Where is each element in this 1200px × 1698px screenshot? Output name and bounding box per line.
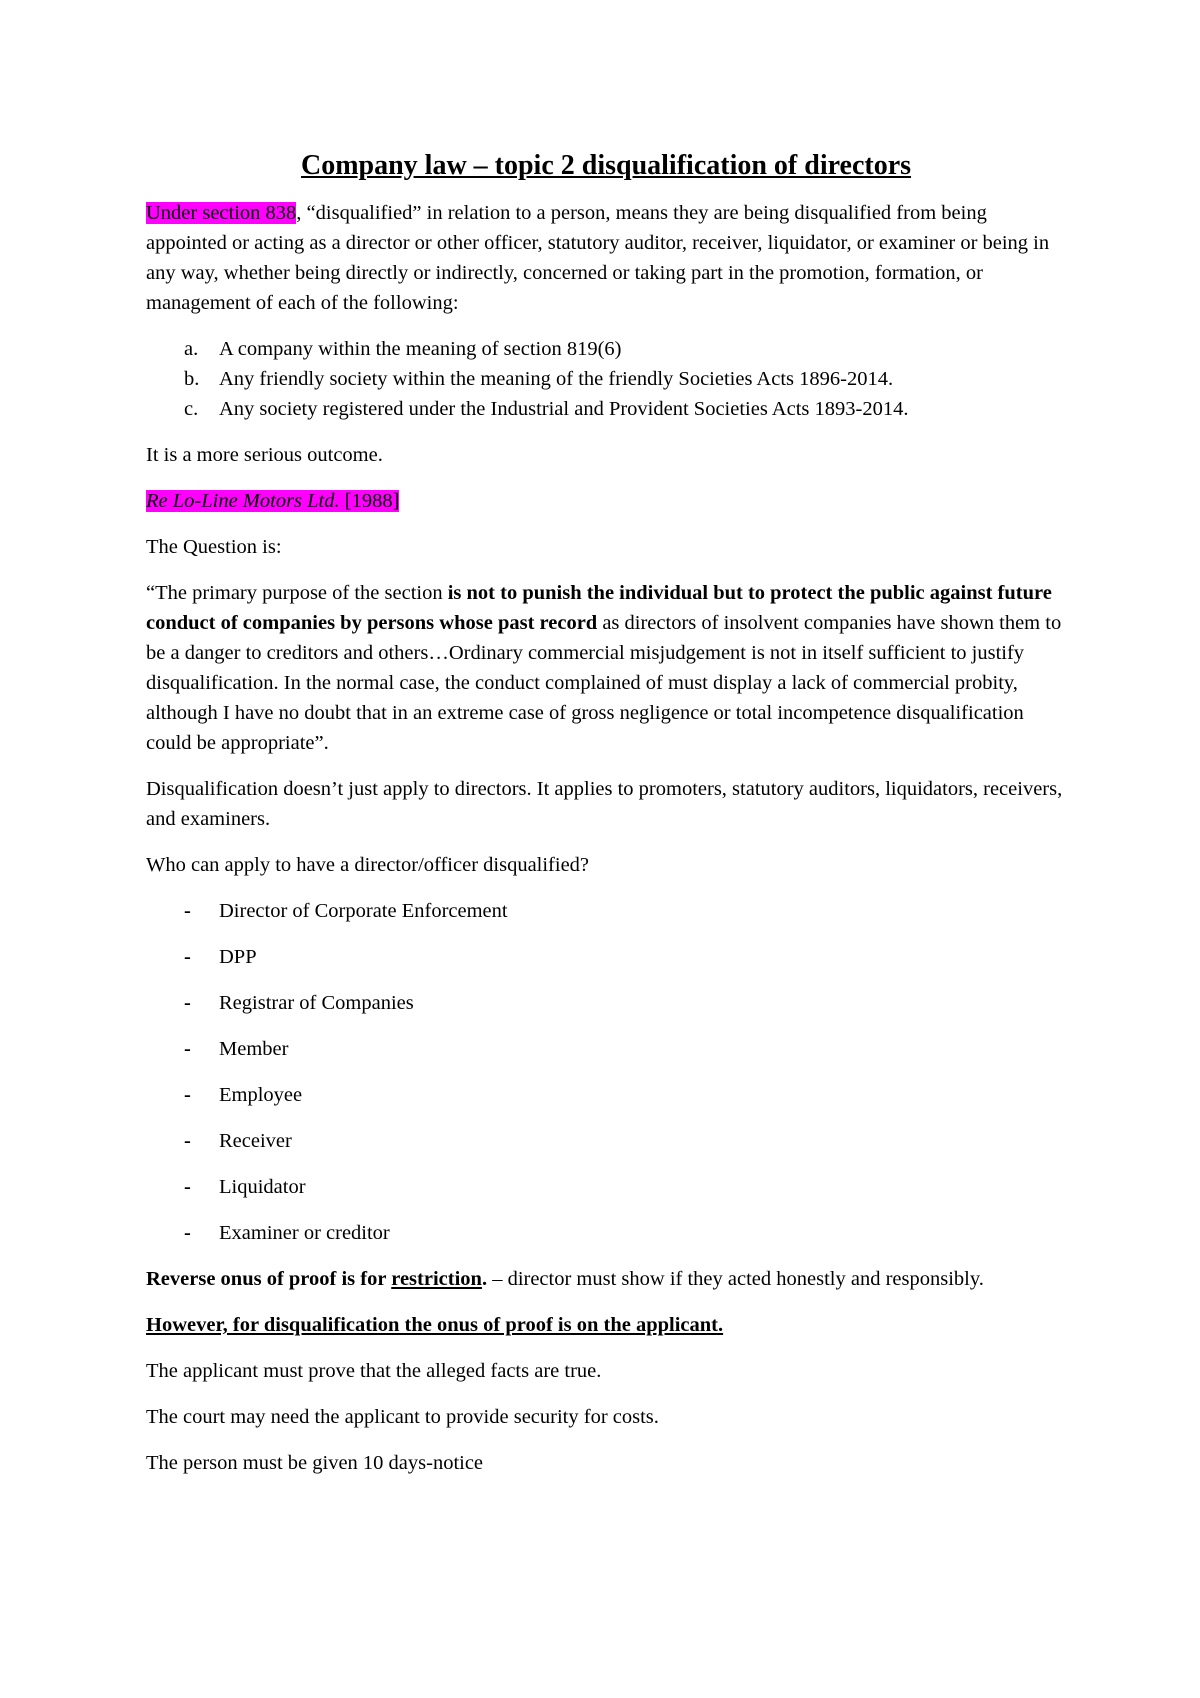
list-item-text: Any society registered under the Industrial and Provident Societies Acts 1893-2014. [219,398,909,420]
dash-bullet: - [184,992,191,1014]
dash-bullet: - [184,1038,191,1060]
case-citation [146,486,1066,516]
quote-bold: is not to punish the individual but to protect the public against future conduct of companies by persons whose past record [146,582,1052,634]
dash-bullet: - [184,900,191,922]
dash-bullet: - [184,946,191,968]
section-highlight: Under section 838 [146,202,297,224]
list-item-text: Examiner or creditor [219,1222,390,1244]
closing-line: The person must be given 10 days-notice [146,1452,484,1474]
list-marker: c. [184,398,199,420]
list-item [146,942,1066,972]
list-item [146,988,1066,1018]
reverse-onus-text: – director must show if they acted honestly and responsibly. [487,1268,984,1290]
who-can-apply-question: Who can apply to have a director/officer disqualified? [146,854,590,876]
intro-text: , “disqualified” in relation to a person, means they are being disqualified from being appointed or acting as a director or other officer, statutory auditor, receiver, liquidator, or examiner or being in any way, whether being directly or indirectly, concerned or taking part in the promotion, formation, or management of each of the following: [146,202,1050,314]
reverse-onus-dot: . [481,1268,488,1290]
dash-bullet: - [184,1176,191,1198]
list-item [146,394,1066,424]
reverse-onus-bold: Reverse onus of proof is for [146,1268,392,1290]
list-item-text: Registrar of Companies [219,992,414,1014]
list-item [146,1218,1066,1248]
serious-outcome-text: It is a more serious outcome. [146,444,383,466]
however-heading: However, for disqualification the onus of proof is on the applicant. [146,1314,724,1336]
list-item-text: Director of Corporate Enforcement [219,900,508,922]
list-marker: a. [184,338,199,360]
case-highlight [146,490,399,512]
list-item-text: Member [219,1038,289,1060]
restriction-term: restriction [391,1268,482,1290]
case-name: Re Lo-Line Motors Ltd. [146,490,340,512]
dash-bullet: - [184,1222,191,1244]
list-item [146,1080,1066,1110]
list-item-text: Receiver [219,1130,292,1152]
applicants-list [146,896,1066,1248]
list-item-text: Any friendly society within the meaning of the friendly Societies Acts 1896-2014. [219,368,894,390]
list-item [146,364,1066,394]
list-item-text: DPP [219,946,257,968]
closing-line: The court may need the applicant to provide security for costs. [146,1406,659,1428]
list-item [146,1172,1066,1202]
list-item [146,896,1066,926]
list-item-text: A company within the meaning of section 819(6) [219,338,622,360]
closing-line: The applicant must prove that the alleged facts are true. [146,1360,602,1382]
list-marker: b. [184,368,200,390]
page-title: Company law – topic 2 disqualification of directors [300,150,912,181]
case-year: [1988] [339,490,400,512]
list-item [146,334,1066,364]
alpha-list [146,334,1066,424]
intro-paragraph [146,198,1066,318]
question-label: The Question is: [146,536,282,558]
dash-bullet: - [184,1084,191,1106]
dash-bullet: - [184,1130,191,1152]
however-paragraph [146,1310,1066,1340]
list-item-text: Employee [219,1084,303,1106]
quote-paragraph [146,578,1066,758]
reverse-onus-paragraph [146,1264,1066,1294]
applies-to-paragraph: Disqualification doesn’t just apply to directors. It applies to promoters, statutory auditors, liquidators, receivers, and examiners. [146,778,1063,830]
list-item-text: Liquidator [219,1176,306,1198]
list-item [146,1034,1066,1064]
document-page [146,140,1066,1494]
quote-part-1: “The primary purpose of the section [146,582,448,604]
list-item [146,1126,1066,1156]
quote-part-2: as directors of insolvent companies have shown them to be a danger to creditors and others…Ordinary commercial misjudgement is not in itself sufficient to justify disqualification. In the normal case, the conduct complained of must display a lack of commercial probity, although I have no doubt that in an extreme case of gross negligence or total incompetence disqualification could be appropriate”. [146,612,1062,754]
